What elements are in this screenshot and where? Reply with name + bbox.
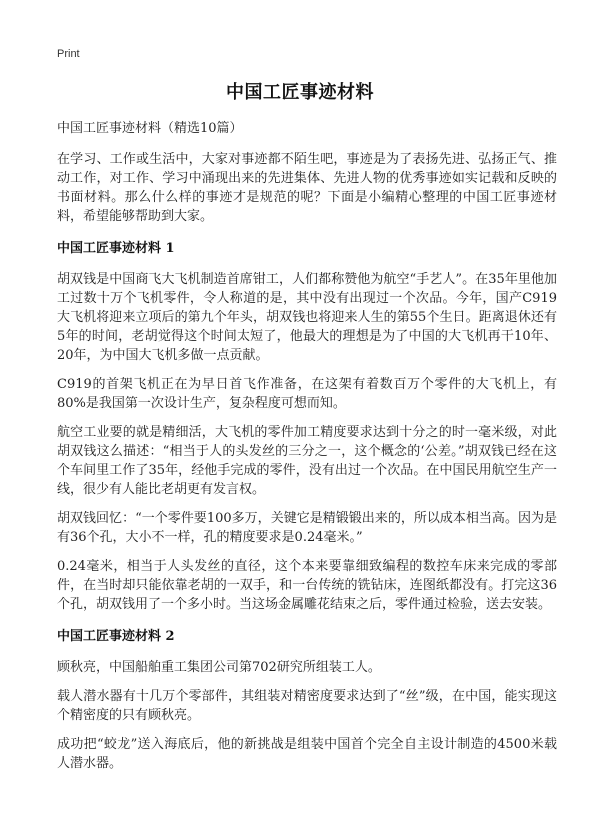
document-title: 中国工匠事迹材料	[226, 82, 374, 103]
section-2-paragraph-3: 成功把“蛟龙”送入海底后，他的新挑战是组装中国首个完全自主设计制造的4500米载人潜水器。	[57, 737, 557, 771]
section-heading-2: 中国工匠事迹材料 2	[57, 629, 175, 644]
section-2-paragraph-1: 顾秋亮，中国船舶重工集团公司第702研究所组装工人。	[57, 660, 381, 675]
section-1-paragraph-1: 胡双钱是中国商飞大飞机制造首席钳工，人们都称赞他为航空“手艺人”。在35年里他加工过数十万个飞机零件，令人称道的是，其中没有出现过一个次品。今年，国产C919大飞机将迎来立项后的第九个年头，胡双钱也将迎来人生的第55个生日。距离退休还有5年的时间，老胡觉得这个时间太短了，他最大的理想是为了中国的大飞机再干10年、20年，为中国大飞机多做一点贡献。	[57, 272, 557, 363]
section-2-paragraph-2: 载人潜水器有十几万个零部件，其组装对精密度要求达到了“丝”级，在中国，能实现这个精密度的只有顾秋亮。	[57, 689, 557, 723]
document-body	[57, 120, 557, 783]
section-1-paragraph-5: 0.24毫米，相当于人头发丝的直径，这个本来要靠细致编程的数控车床来完成的零部件，在当时却只能依靠老胡的一双手，和一台传统的铣钻床，连图纸都没有。打完这36个孔，胡双钱用了一个多小时。当这场金属雕花结束之后，零件通过检验，送去安装。	[57, 559, 557, 612]
print-link[interactable]: Print	[57, 48, 80, 60]
document-subtitle: 中国工匠事迹材料（精选10篇）	[57, 121, 243, 136]
section-1-paragraph-3: 航空工业要的就是精细活，大飞机的零件加工精度要求达到十分之的时一毫米级，对此胡双钱这么描述：“相当于人的头发丝的三分之一，这个概念的‘公差。”胡双钱已经在这个车间里工作了35年，经他手完成的零件，没有出过一个次品。在中国民用航空生产一线，很少有人能比老胡更有发言权。	[57, 425, 557, 497]
section-1-paragraph-2: C919的首架飞机正在为早日首飞作准备，在这架有着数百万个零件的大飞机上，有80%是我国第一次设计生产，复杂程度可想而知。	[57, 377, 557, 411]
section-1-paragraph-4: 胡双钱回忆：“一个零件要100多万，关键它是精锻锻出来的，所以成本相当高。因为是有36个孔，大小不一样，孔的精度要求是0.24毫米。”	[57, 511, 557, 545]
section-heading-1: 中国工匠事迹材料 1	[57, 241, 175, 256]
intro-paragraph: 在学习、工作或生活中，大家对事迹都不陌生吧，事迹是为了表扬先进、弘扬正气、推动工作，对工作、学习中涌现出来的先进集体、先进人物的优秀事迹如实记载和反映的书面材料。那么什么样的事迹才是规范的呢？下面是小编精心整理的中国工匠事迹材料，希望能够帮助到大家。	[57, 152, 557, 224]
